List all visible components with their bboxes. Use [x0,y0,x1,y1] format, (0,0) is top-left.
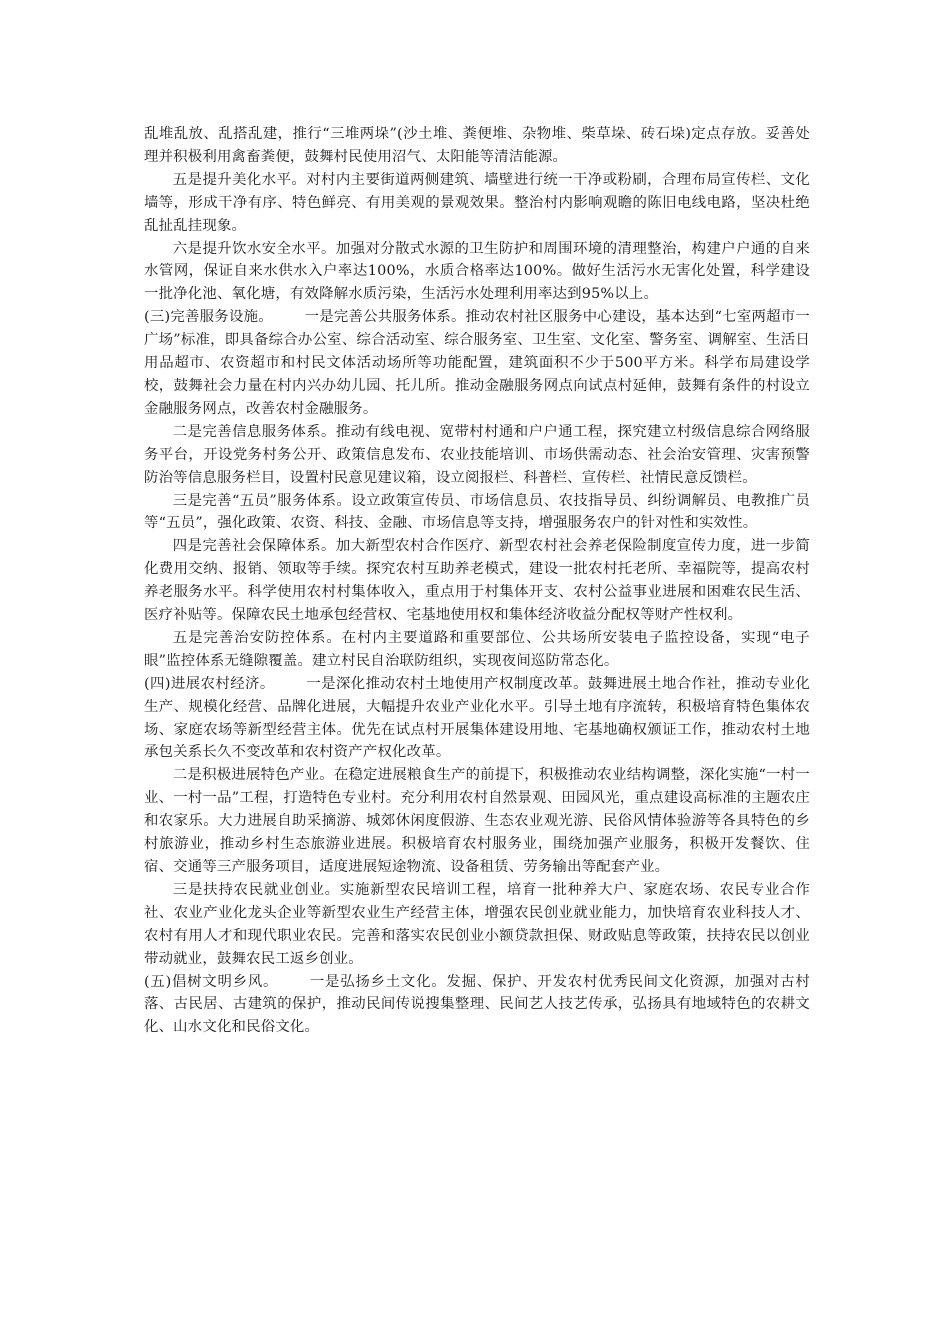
paragraph-text: 乱堆乱放、乱搭乱建，推行“三堆两垛”(沙土堆、粪便堆、杂物堆、柴草垛、砖石垛)定点存放。妥善处理并积极利用禽畜粪便，鼓舞村民使用沼气、太阳能等清洁能源。 [144,126,810,165]
section-heading: (五)倡树文明乡风。 [144,973,279,990]
paragraph-employment [144,879,810,971]
paragraph-text: 三是完善“五员”服务体系。设立政策宣传员、市场信息员、农技指导员、纠纷调解员、电教推广员等“五员”，强化政策、农资、科技、金融、市场信息等支持，增强服务农户的针对性和实效性。 [144,492,810,532]
document-body [144,123,810,1039]
section-heading: (四)进展农村经济。 [144,675,275,692]
section-rural-economy [144,673,810,765]
paragraph-public-security [144,627,810,673]
paragraph-text: 六是提升饮水安全水平。加强对分散式水源的卫生防护和周围环境的清理整治，构建户户通的自来水管网，保证自来水供水入户率达100%，水质合格率达100%。做好生活污水无害化处置，科学建设一批净化池、氧化塘，有效降解水质污染，生活污水处理利用率达到95%以上。 [144,240,810,303]
paragraph-text: 五是提升美化水平。对村内主要街道两侧建筑、墙壁进行统一干净或粉刷，合理布局宣传栏、文化墙等，形成干净有序、特色鲜亮、有用美观的景观效果。整治村内影响观瞻的陈旧电线电路，坚决杜绝乱扯乱挂现象。 [144,171,810,234]
section-service-facilities [144,306,810,421]
paragraph-drinking-water [144,238,810,307]
paragraph-text: 一是弘扬乡土文化。发掘、保护、开发农村优秀民间文化资源，加强对古村落、古民居、古建筑的保护，推动民间传说搜集整理、民间艺人技艺传承，弘扬具有地域特色的农耕文化、山水文化和民俗文化。 [144,973,810,1036]
paragraph-text: 三是扶持农民就业创业。实施新型农民培训工程，培育一批种养大户、家庭农场、农民专业合作社、农业产业化龙头企业等新型农业生产经营主体，增强农民创业就业能力，加快培育农业科技人才、农村有用人才和现代职业农民。完善和落实农民创业小额贷款担保、财政贴息等政策，扶持农民以创业带动就业，鼓舞农民工返乡创业。 [144,881,810,967]
section-civilized-customs [144,971,810,1040]
paragraph-special-industry [144,764,810,879]
paragraph-text: 四是完善社会保障体系。加大新型农村合作医疗、新型农村社会养老保险制度宣传力度，进一步简化费用交纳、报销、领取等手续。探究农村互助养老模式，建设一批农村托老所、幸福院等，提高农村养老服务水平。科学使用农村村集体收入，重点用于村集体开支、农村公益事业进展和困难农民生活、医疗补贴等。保障农民土地承包经营权、宅基地使用权和集体经济收益分配权等财产性权利。 [144,538,810,624]
paragraph-text: 一是深化推动农村土地使用产权制度改革。鼓舞进展土地合作社，推动专业化生产、规模化经营、品牌化进展，大幅提升农业产业化水平。引导土地有序流转，积极培育特色集体农场、家庭农场等新型经营主体。优先在试点村开展集体建设用地、宅基地确权颁证工作，推动农村土地承包关系长久不变改革和农村资产产权化改革。 [144,675,810,761]
paragraph-beautification [144,169,810,238]
paragraph-continuation [144,123,810,169]
section-heading: (三)完善服务设施。 [144,309,273,326]
paragraph-information-service [144,421,810,490]
paragraph-social-security [144,535,810,627]
paragraph-five-staff-service [144,490,810,536]
paragraph-text: 一是完善公共服务体系。推动农村社区服务中心建设，基本达到“七室两超市一广场”标准，即具备综合办公室、综合活动室、综合服务室、卫生室、文化室、警务室、调解室、生活日用品超市、农资超市和村民文体活动场所等功能配置，建筑面积不少于500平方米。科学布局建设学校，鼓舞社会力量在村内兴办幼儿园、托儿所。推动金融服务网点向试点村延伸，鼓舞有条件的村设立金融服务网点，改善农村金融服务。 [144,309,810,417]
paragraph-text: 二是完善信息服务体系。推动有线电视、宽带村村通和户户通工程，探究建立村级信息综合网络服务平台，开设党务村务公开、政策信息发布、农业技能培训、市场供需动态、社会治安管理、灾害预警防治等信息服务栏目，设置村民意见建议箱，设立阅报栏、科普栏、宣传栏、社情民意反馈栏。 [144,423,810,486]
paragraph-text: 五是完善治安防控体系。在村内主要道路和重要部位、公共场所安装电子监控设备，实现“电子眼”监控体系无缝隙覆盖。建立村民自治联防组织，实现夜间巡防常态化。 [144,629,810,669]
paragraph-text: 二是积极进展特色产业。在稳定进展粮食生产的前提下，积极推动农业结构调整，深化实施“一村一业、一村一品”工程，打造特色专业村。充分利用农村自然景观、田园风光，重点建设高标准的主题农庄和农家乐。大力进展自助采摘游、城郊休闲度假游、生态农业观光游、民俗风情体验游等各具特色的乡村旅游业，推动乡村生态旅游业进展。积极培育农村服务业，围绕加强产业服务，积极开发餐饮、住宿、交通等三产服务项目，适度进展短途物流、设备租赁、劳务输出等配套产业。 [144,767,810,875]
